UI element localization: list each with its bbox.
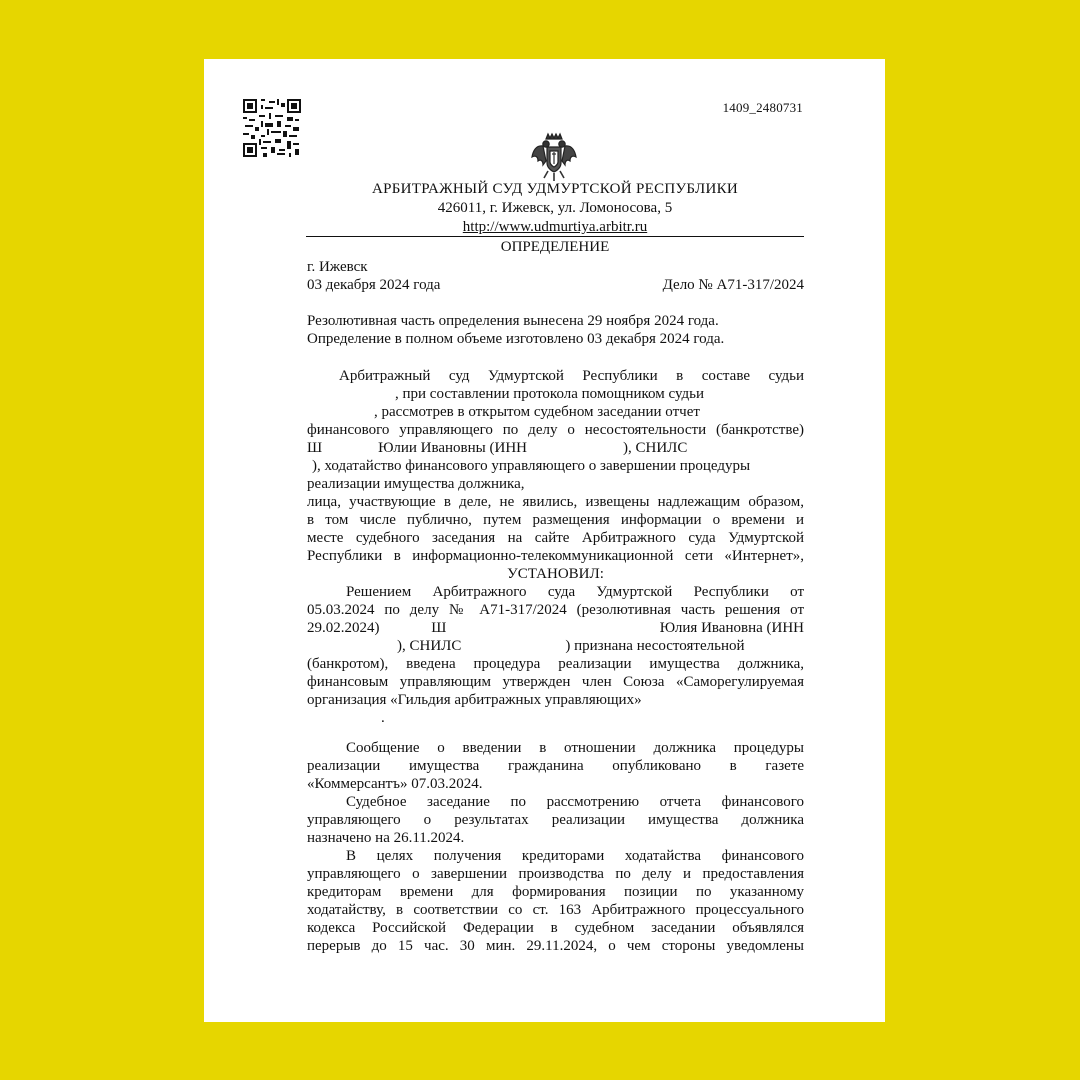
debtor-name-inn: Юлии Ивановны (ИНН	[378, 440, 527, 456]
bankruptcy-status: ) признана несостоятельной	[565, 638, 745, 654]
paragraph-line	[307, 637, 804, 655]
paragraph-line: организация «Гильдия арбитражных управляющих»	[307, 692, 642, 708]
decision-date-ref: 29.02.2024)	[307, 620, 380, 636]
paragraph-line: перерыв до 15 час. 30 мин. 29.11.2024, о чем стороны уведомлены	[307, 938, 804, 954]
paragraph-line: назначено на 26.11.2024.	[307, 830, 465, 846]
intro-line: Резолютивная часть определения вынесена 29 ноября 2024 года.	[307, 313, 719, 329]
document-id: 1409_2480731	[722, 100, 803, 115]
paragraph-line: , рассмотрев в открытом судебном заседании отчет	[374, 404, 700, 420]
header-divider	[306, 236, 804, 237]
court-address: 426011, г. Ижевск, ул. Ломоносова, 5	[437, 200, 673, 216]
paragraph-line: управляющего о завершении производства по делу и предоставления	[307, 866, 804, 882]
document-meta	[307, 258, 804, 294]
city: г. Ижевск	[307, 259, 368, 275]
paragraph-line: ), ходатайство финансового управляющего о завершении процедуры	[312, 458, 751, 474]
case-number: Дело № А71-317/2024	[662, 277, 804, 293]
paragraph-line: (банкротом), введена процедура реализации имущества должника,	[307, 656, 804, 672]
paragraph-line: кредиторам времени для формирования позиции по указанному	[307, 884, 804, 900]
paragraph-line: месте судебного заседания на сайте Арбитражного суда Удмуртской	[307, 530, 804, 546]
spacer	[307, 727, 804, 739]
decision-date: 03 декабря 2024 года	[307, 277, 441, 293]
paragraph-line: в том числе публично, путем размещения информации о времени и	[307, 512, 804, 528]
snils-label: ), СНИЛС	[397, 638, 462, 654]
qr-code-icon	[243, 99, 301, 157]
paragraph-line: В целях получения кредиторами ходатайства финансового	[346, 848, 804, 864]
document-page	[204, 59, 885, 1022]
paragraph-line: реализации имущества должника,	[307, 476, 525, 492]
paragraph-line: 05.03.2024 по делу № А71-317/2024 (резолютивная часть решения от	[307, 602, 804, 618]
paragraph-line: финансового управляющего по делу о несостоятельности (банкротстве)	[307, 422, 804, 438]
court-website-link[interactable]: http://www.udmurtiya.arbitr.ru	[462, 219, 648, 235]
paragraph-line: Судебное заседание по рассмотрению отчета финансового	[346, 794, 804, 810]
debtor-name-inn: Юлия Ивановна (ИНН	[659, 620, 804, 636]
redacted-name: Ш	[431, 620, 447, 636]
paragraph-line: Сообщение о введении в отношении должника процедуры	[346, 740, 804, 756]
snils-label: ), СНИЛС	[622, 440, 688, 456]
paragraph-line: финансовым управляющим утвержден член Союза «Саморегулируемая	[307, 674, 804, 690]
document-title: ОПРЕДЕЛЕНИЕ	[500, 239, 610, 255]
paragraph-line: лица, участвующие в деле, не явились, извещены надлежащим образом,	[307, 494, 804, 510]
paragraph-line: кодекса Российской Федерации в судебном заседании объявлялся	[307, 920, 804, 936]
intro-block	[307, 312, 804, 348]
paragraph-line: Арбитражный суд Удмуртской Республики в составе судьи	[339, 368, 804, 384]
main-text	[307, 367, 804, 955]
paragraph-line: , при составлении протокола помощником судьи	[395, 386, 704, 402]
paragraph-line: Республики в информационно-телекоммуникационной сети «Интернет»,	[307, 548, 804, 564]
paragraph-line: ходатайству, в соответствии со ст. 163 Арбитражного процессуального	[307, 902, 804, 918]
paragraph-line	[307, 619, 804, 637]
intro-line: Определение в полном объеме изготовлено 03 декабря 2024 года.	[307, 331, 725, 347]
established-heading: УСТАНОВИЛ:	[507, 566, 604, 582]
coat-of-arms-icon	[530, 131, 578, 183]
paragraph-line: Решением Арбитражного суда Удмуртской Республики от	[346, 584, 804, 600]
paragraph-line: .	[381, 710, 385, 726]
date-case-row	[307, 276, 804, 294]
redacted-name: Ш	[307, 440, 323, 456]
paragraph-line: «Коммерсантъ» 07.03.2024.	[307, 776, 483, 792]
paragraph-line	[307, 439, 804, 457]
court-name: АРБИТРАЖНЫЙ СУД УДМУРТСКОЙ РЕСПУБЛИКИ	[371, 181, 739, 197]
paragraph-line: управляющего о результатах реализации имущества должника	[307, 812, 804, 828]
paragraph-line: реализации имущества гражданина опубликовано в газете	[307, 758, 804, 774]
